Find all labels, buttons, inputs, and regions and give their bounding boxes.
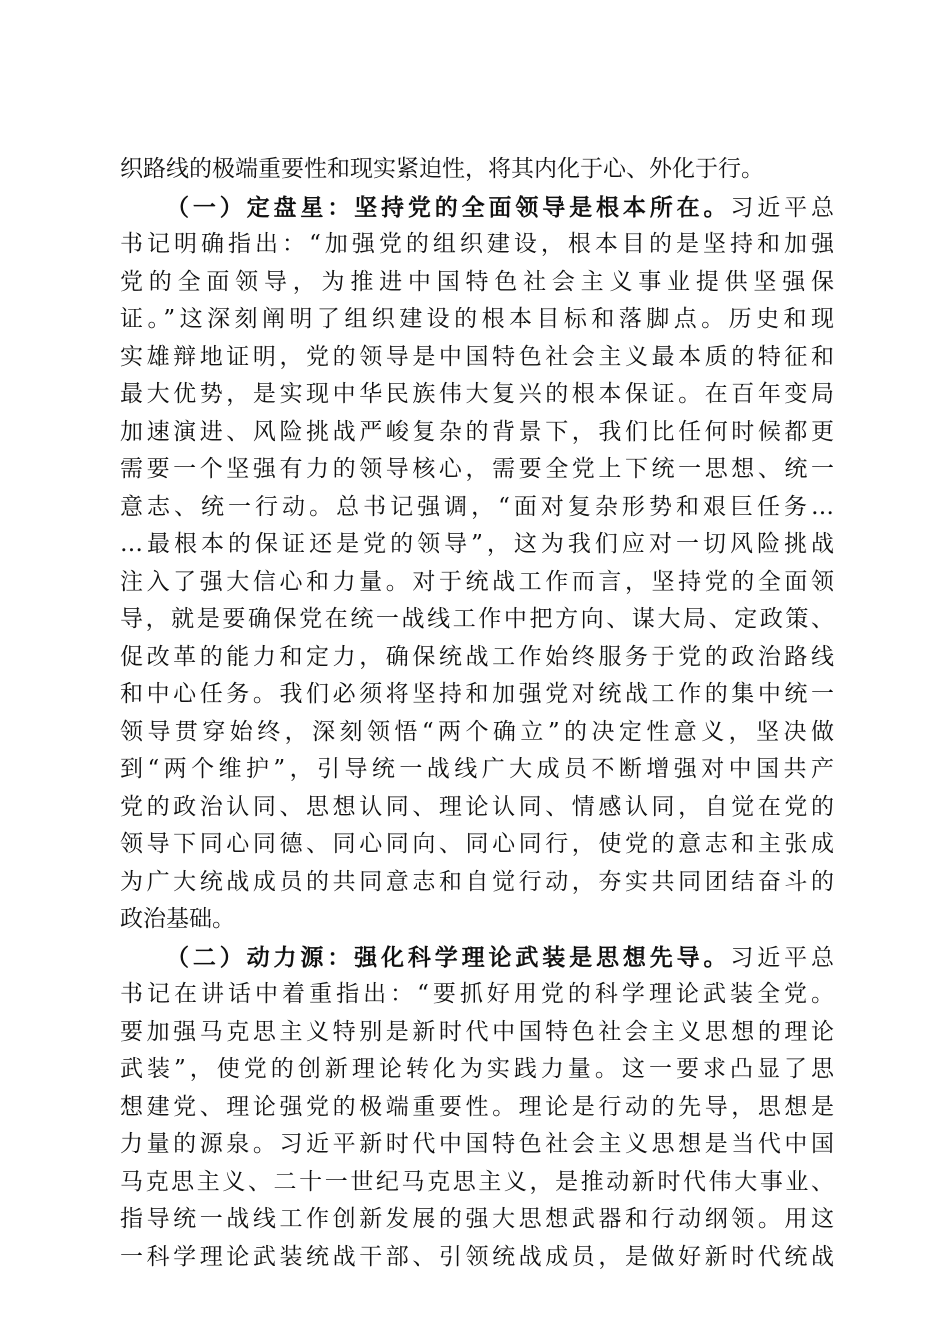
- text-line: 和中心任务。我们必须将坚持和加强党对统战工作的集中统一: [120, 681, 834, 707]
- text-line: 到“两个维护”，引导统一战线广大成员不断增强对中国共产: [120, 756, 834, 782]
- section-heading-line: （二）动力源：强化科学理论武装是思想先导。习近平总: [166, 943, 834, 971]
- body-text: [120, 151, 834, 1276]
- text-line: 书记明确指出：“加强党的组织建设，根本目的是坚持和加强: [120, 231, 834, 257]
- text-line: 意志、统一行动。总书记强调，“面对复杂形势和艰巨任务…: [120, 493, 834, 520]
- text-line: 证。”这深刻阐明了组织建设的根本目标和落脚点。历史和现: [120, 306, 834, 332]
- text-line: 武装”，使党的创新理论转化为实践力量。这一要求凸显了思: [120, 1056, 834, 1082]
- text-line: 党的全面领导，为推进中国特色社会主义事业提供坚强保: [120, 268, 834, 295]
- text-line: 实雄辩地证明，党的领导是中国特色社会主义最本质的特征和: [120, 343, 834, 370]
- text-line: 马克思主义、二十一世纪马克思主义，是推动新时代伟大事业、: [120, 1168, 834, 1195]
- text-line: 书记在讲话中着重指出：“要抓好用党的科学理论武装全党。: [120, 981, 834, 1007]
- text-line: 力量的源泉。习近平新时代中国特色社会主义思想是当代中国: [120, 1131, 834, 1157]
- text-line: 需要一个坚强有力的领导核心，需要全党上下统一思想、统一: [120, 456, 834, 482]
- text-line: 加速演进、风险挑战严峻复杂的背景下，我们比任何时候都更: [120, 418, 834, 445]
- section-heading: （一）定盘星：坚持党的全面领导是根本所在。: [166, 193, 731, 221]
- text-line: 织路线的极端重要性和现实紧迫性，将其内化于心、外化于行。: [120, 156, 764, 182]
- text-line: 最大优势，是实现中华民族伟大复兴的根本保证。在百年变局: [120, 381, 834, 407]
- text-line: 一科学理论武装统战干部、引领统战成员，是做好新时代统战: [120, 1243, 834, 1270]
- section-heading-line: （一）定盘星：坚持党的全面领导是根本所在。习近平总: [166, 193, 834, 221]
- text-line: 党的政治认同、思想认同、理论认同、情感认同，自觉在党的: [120, 793, 834, 820]
- text-line: 为广大统战成员的共同意志和自觉行动，夯实共同团结奋斗的: [120, 868, 834, 895]
- text-line: 促改革的能力和定力，确保统战工作始终服务于党的政治路线: [120, 643, 834, 670]
- text-line: 领导下同心同德、同心同向、同心同行，使党的意志和主张成: [120, 831, 834, 857]
- text-line: 导，就是要确保党在统一战线工作中把方向、谋大局、定政策、: [120, 606, 834, 632]
- text-line: …最根本的保证还是党的领导”，这为我们应对一切风险挑战: [120, 531, 834, 557]
- text-line: 领导贯穿始终，深刻领悟“两个确立”的决定性意义，坚决做: [120, 718, 834, 745]
- section-heading: （二）动力源：强化科学理论武装是思想先导。: [166, 943, 731, 971]
- text-line: 想建党、理论强党的极端重要性。理论是行动的先导，思想是: [120, 1093, 834, 1120]
- text-line: 指导统一战线工作创新发展的强大思想武器和行动纲领。用这: [120, 1206, 834, 1232]
- text-line: 注入了强大信心和力量。对于统战工作而言，坚持党的全面领: [120, 568, 834, 595]
- text-line: 政治基础。: [120, 906, 235, 932]
- text-line: 要加强马克思主义特别是新时代中国特色社会主义思想的理论: [120, 1018, 834, 1045]
